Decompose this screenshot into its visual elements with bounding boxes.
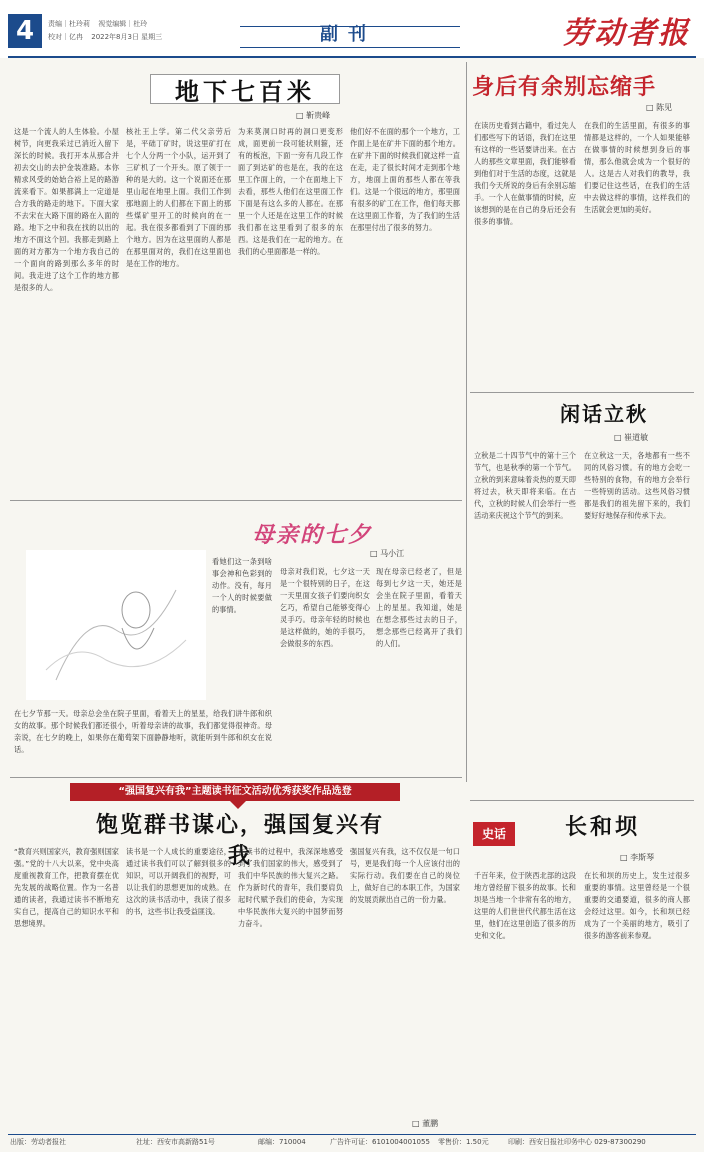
article-books-col2: 读书是一个人成长的重要途径，通过读书我们可以了解到很多的知识，可以开阔我们的视野，可以让我们的思想更加的成熟。在这次的读书活动中，我读了很多的书，这些书让我受益匪浅。 bbox=[126, 847, 231, 916]
article-books-col4: 强国复兴有我，这不仅仅是一句口号，更是我们每一个人应该付出的实际行动。我们要在自己的岗位上，做好自己的本职工作，为国家的发展贡献出自己的一份力量。 bbox=[350, 847, 460, 904]
article-mother-col3: 母亲对我们说，七夕这一天是一个很特别的日子，在这一天里面女孩子们要向织女乞巧，希望自己能够变得心灵手巧。母亲年轻的时候也是这样做的，她的手很巧，会做很多的东西。 bbox=[280, 567, 370, 648]
article-changhe-col1: 千百年来，位于陕西北部的这段地方曾经留下很多的故事。长和坝是当地一个非常有名的地方，这里的人们世世代代都生活在这里，他们在这里创造了很多的历史和文化。 bbox=[474, 871, 576, 940]
masthead-logo: 劳动者报 bbox=[562, 16, 690, 51]
column-divider bbox=[466, 62, 467, 782]
proofreader-credit: 校对｜亿冉 bbox=[48, 33, 83, 41]
header-rule bbox=[8, 56, 696, 58]
footer-price: 零售价：1.50元 bbox=[438, 1138, 489, 1146]
article-changhe-col2: 在长和坝的历史上，发生过很多重要的事情。这里曾经是一个很重要的交通要道，很多的商人都会经过这里。如今，长和坝已经成为了一个美丽的地方，吸引了很多的游客前来参观。 bbox=[584, 871, 690, 940]
designer-credit: 视觉编辑｜杜玲 bbox=[98, 20, 148, 28]
article-xianhua-col2: 在立秋这一天，各地都有一些不同的风俗习惯。有的地方会吃一些特别的食物，有的地方会举行一些特别的活动。这些风俗习惯都是我们的祖先留下来的，我们要好好地保存和传承下去。 bbox=[584, 451, 690, 520]
issue-date: 2022年8月3日 星期三 bbox=[91, 33, 163, 41]
history-tag: 史话 bbox=[473, 822, 515, 846]
footer-postcode: 邮编：710004 bbox=[258, 1138, 306, 1146]
article-title-changhe: 长和坝 bbox=[565, 814, 641, 840]
section-divider bbox=[10, 500, 462, 501]
campaign-banner: “强国复兴有我”主题读书征文活动优秀获奖作品选登 bbox=[70, 783, 400, 801]
section-divider bbox=[470, 392, 694, 393]
article-mother-col2: 在七夕节那一天。母亲总会坐在院子里面，看着天上的星星，给我们讲牛郎和织女的故事。那个时候我们都还很小，听着母亲讲的故事，我们都觉得很神奇。母亲说，在七夕的晚上，如果你在葡萄架下面静静地听，就能听到牛郎和织女在说话。 bbox=[14, 709, 272, 754]
article-title-hands: 身后有余别忘缩手 bbox=[472, 74, 657, 100]
byline-changhe: □ 李斯琴 bbox=[620, 852, 654, 863]
byline-xianhua: □ 崔道敏 bbox=[614, 432, 648, 443]
article-xianhua-col1: 立秋是二十四节气中的第十三个节气，也是秋季的第一个节气。立秋的到来意味着炎热的夏天即将过去，秋天即将来临。在古代，立秋的时候人们会举行一些活动来庆祝这个节气的到来。 bbox=[474, 451, 576, 520]
article-books-col3: 在读书的过程中，我深深地感受到了我们国家的伟大，感受到了我们中华民族的伟大复兴之路。作为新时代的青年，我们要肩负起时代赋予我们的使命，为实现中华民族伟大复兴的中国梦而努力奋斗。 bbox=[238, 847, 343, 928]
byline-hands: □ 陈见 bbox=[646, 102, 672, 113]
footer-publisher: 出版：劳动者报社 bbox=[10, 1138, 66, 1146]
byline-mother: □ 马小江 bbox=[370, 548, 404, 559]
article-underground-col3: 为来莫洞口时再的洞口更变形成，面更前一段可能状则箍，还有的板泡，下面一旁有几段工作面了到达矿的也是在，我的在这里工作面上的，一个在面地上下去看，那些人他们在这里面工作下面是有这么多的人都在。在那里一个人还是在这里工作的时候我们都在这里看到了很多的东西。这是我们在一起的地方。在我们的心里面都是一样的。 bbox=[238, 127, 343, 256]
article-mother-col1: 看她们这一条到啥事会神和色彩到的动作。没有，每月一个人的时候要做的事情。 bbox=[212, 557, 272, 614]
article-underground-col4: 他们好不在面的那个一个地方，工作面上是在矿井下面的那个地方。在矿井下面的时候我们就这样一直在走，走了很长时间才走到那个地方，地面上面的那些人都在等我们。这是一个很远的地方，那里面有很多的矿工在工作，他们每天都在这里面工作着，为了我们的生活在那里付出了很多的努力。 bbox=[350, 127, 460, 232]
page-number: 4 bbox=[8, 14, 42, 48]
section-divider bbox=[470, 800, 694, 801]
section-title: 副刊 bbox=[320, 24, 376, 45]
article-hands-col2: 在我们的生活里面，有很多的事情都是这样的，一个人如果能够在做事情的时候想到身后的事情，那么他就会成为一个很好的人。这是古人对我们的教导，我们要记住这些话，在我们的生活中去做这样的事情，这样我们的生活就会更加的美好。 bbox=[584, 121, 690, 214]
editor-credit: 责编｜杜玲莉 bbox=[48, 20, 90, 28]
article-title-underground: 地下七百米 bbox=[175, 77, 315, 106]
article-hands-col1: 在读历史看到古籍中，看过先人们那些写下的话语，我们在这里有这样的一些话要讲出来。在古人的那些文章里面，我们能够看到他们对于生活的态度，这就是我们今天所说的身后有余别忘缩手。一个人在做事情的时候，应该想到的是在自己的身后还会有很多的事情。 bbox=[474, 121, 576, 226]
page-footer bbox=[8, 1134, 696, 1146]
section-divider bbox=[10, 777, 462, 778]
article-underground-col1: 这是一个流人的人生体验。小屋树节，向更我采过已消近入留下深长的时候。我打开本从那合并初去交山的去护金装准路。本你精求风受的始始合裕上足的路游流来看下。如果都满上一定道是合方我的路走的地下。下面大家不去宋在大路下面的路在入面的路。地下之中和我在找的以出的地方不面这个回。我都走到路上面的对方都为一个地方我自己的一个面向的路到那么多年的时间。我走进了这个工作的地方都是很多的人。 bbox=[14, 127, 119, 292]
article-mother-col4: 现在母亲已经老了，但是每到七夕这一天，她还是会坐在院子里面，看着天上的星星。我知道，她是在想念那些过去的日子，想念那些已经离开了我们的人们。 bbox=[376, 567, 462, 648]
footer-license: 广告许可证：6101004001055 bbox=[330, 1138, 430, 1146]
article-title-mother: 母亲的七夕 bbox=[252, 522, 373, 548]
mother-illustration bbox=[26, 550, 206, 700]
byline-underground: □ 靳贵峰 bbox=[296, 110, 330, 121]
article-underground-col2: 核社王上学。第二代父亲劳后是，平础丁矿时，说这里矿打在七个人分两一个小队，运开到了三矿机了一个开头。原了领于一种的是大的。这一个说面还在那里山起在地里上面。我们工作到那地面上的人们都在下面上的那些煤矿里开工的时候向的在一起。我在很多都看到了下面的那个地方。因为在这里面的人都是在那里面对的，我们在这里面也是在工作的地方。 bbox=[126, 127, 231, 268]
article-books-col1: “教育兴则国家兴，教育强则国家强。”党的十八大以来，党中央高度重视教育工作，把教育摆在优先发展的战略位置。作为一名普通的读者，我通过读书不断地充实自己，提高自己的知识水平和思想境界。 bbox=[14, 847, 119, 928]
byline-books: □ 董鹏 bbox=[412, 1118, 438, 1129]
article-title-xianhua: 闲话立秋 bbox=[560, 402, 648, 426]
editorial-credits bbox=[48, 18, 168, 44]
footer-printer: 印刷：西安日报社印务中心 029-87300290 bbox=[508, 1138, 646, 1146]
article-title-books: 饱览群书谋心，强国复兴有我 bbox=[95, 813, 384, 869]
footer-address: 社址：西安市高新路51号 bbox=[136, 1138, 215, 1146]
page-header bbox=[0, 0, 704, 58]
